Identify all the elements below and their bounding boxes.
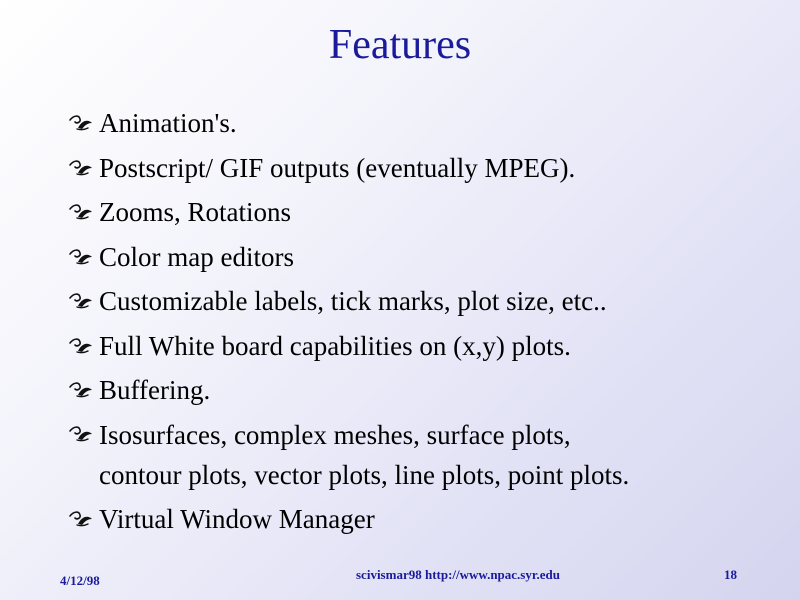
page-number: 18 [724,567,737,582]
flourish-bullet-icon [66,235,96,279]
flourish-bullet-icon [66,497,96,541]
bullet-item [66,235,786,280]
bullet-item [66,146,786,191]
flourish-bullet-icon [66,413,96,455]
flourish-bullet-icon [66,324,96,368]
bullet-item [66,413,786,497]
bullet-text: Virtual Window Manager [99,503,375,534]
bullet-text: Buffering. [99,375,211,405]
bullet-text: contour plots, vector plots, line plots, point plots. [99,459,630,490]
slide-title: Features [328,22,472,68]
footer-url: scivismar98 http://www.npac.syr.edu [356,567,560,582]
bullet-item [66,324,786,369]
bullet-item [66,497,786,542]
bullet-text: Animation's. [99,108,237,138]
bullet-text: Zooms, Rotations [99,197,292,227]
flourish-bullet-icon [66,190,96,234]
flourish-bullet-icon [66,279,96,323]
bullet-text: Isosurfaces, complex meshes, surface plots, [99,419,571,450]
bullet-text: Color map editors [99,241,294,272]
flourish-bullet-icon [66,146,96,190]
bullet-item [66,279,786,324]
flourish-bullet-icon [66,101,96,145]
bullet-list [66,101,786,541]
bullet-item [66,101,786,146]
bullet-item [66,190,786,235]
bullet-text: Postscript/ GIF outputs (eventually MPEG). [99,152,576,183]
bullet-text: Full White board capabilities on (x,y) plots. [99,330,571,361]
flourish-bullet-icon [66,368,96,412]
footer-date: 4/12/98 [60,573,100,588]
bullet-item [66,368,786,413]
bullet-text: Customizable labels, tick marks, plot size, etc.. [99,286,607,316]
